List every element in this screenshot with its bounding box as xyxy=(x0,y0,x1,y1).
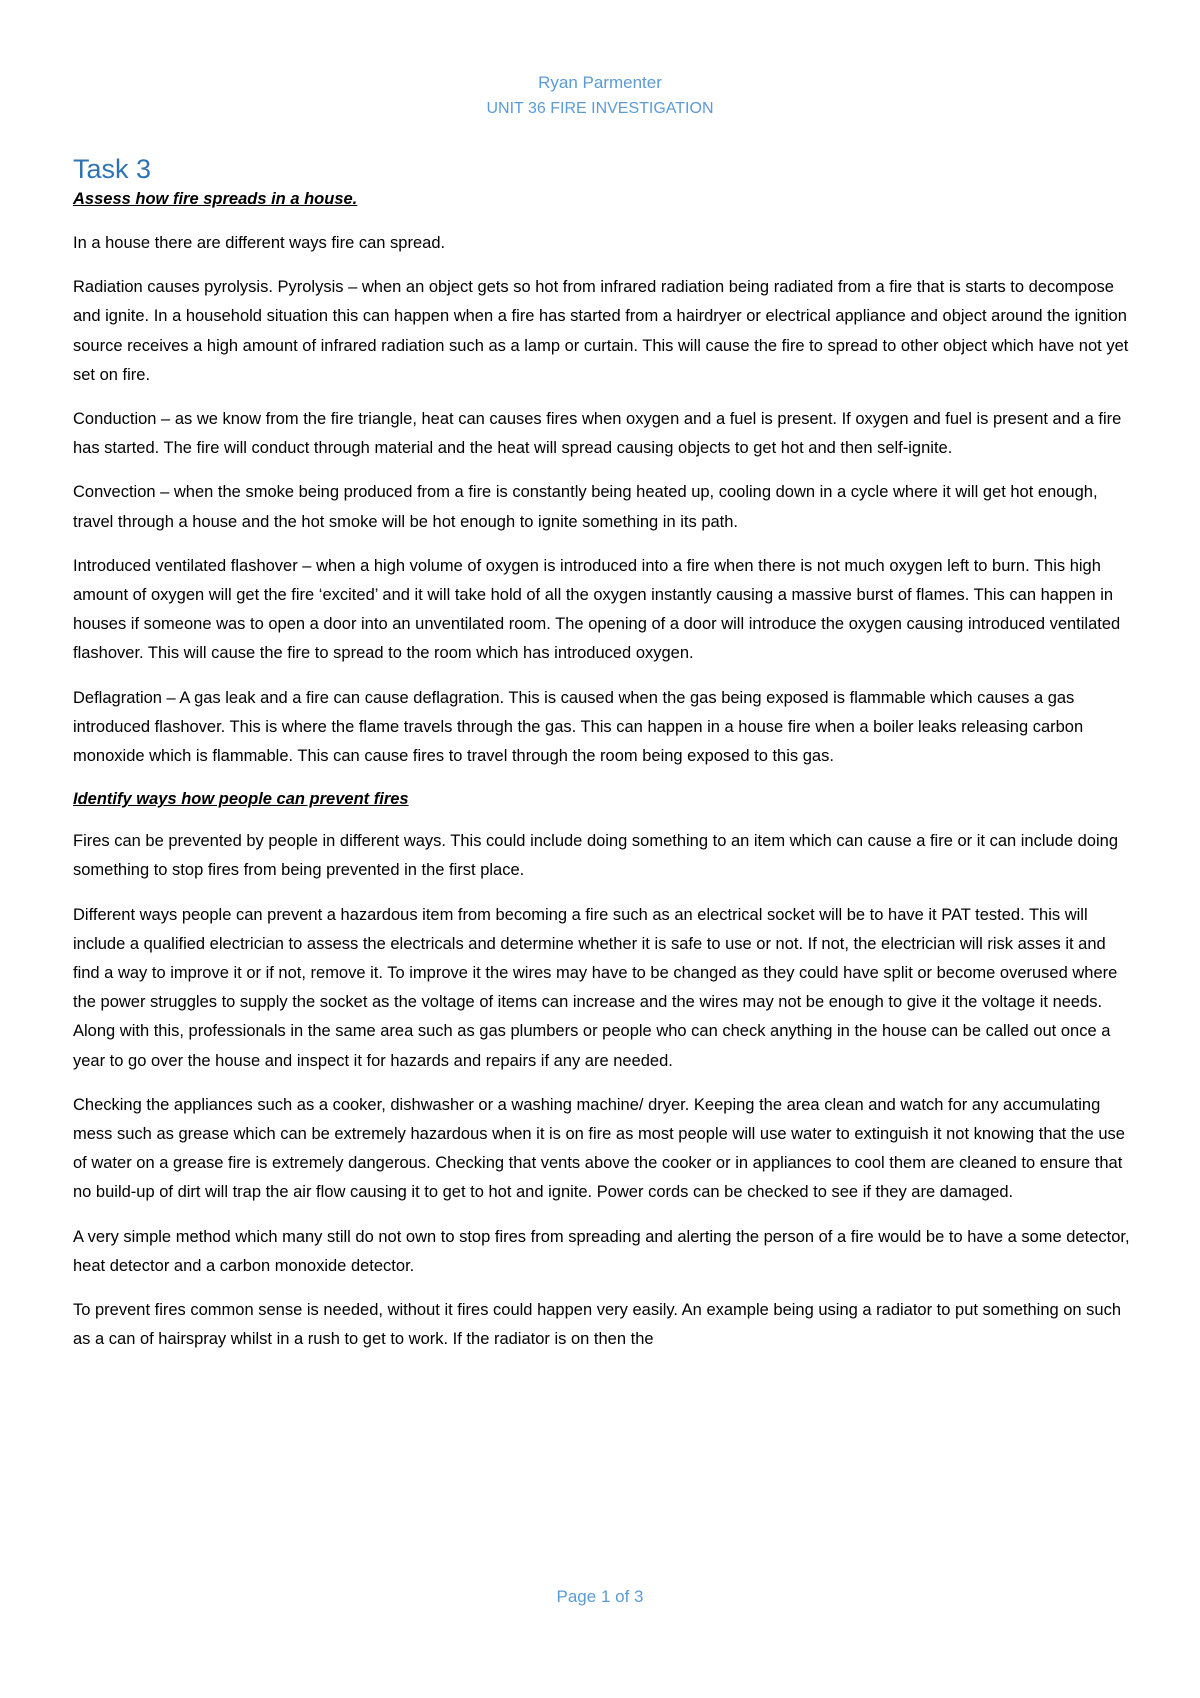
paragraph-appliances: Checking the appliances such as a cooker, dishwasher or a washing machine/ dryer. Keeping the area clean and watch for any accumulating mess such as grease which can be extremely hazardous when it is on fire as most people will use water to extinguish it not knowing that the use of water on a grease fire is extremely dangerous. Checking that vents above the cooker or in appliances to cool them are cleaned to ensure that no build-up of dirt will trap the air flow causing it to get to hot and ignite. Power cords can be checked to see if they are damaged. xyxy=(73,1095,1125,1202)
paragraph-pat-testing: Different ways people can prevent a hazardous item from becoming a fire such as an electrical socket will be to have it PAT tested. This will include a qualified electrician to assess the electricals and determine whether it is safe to use or not. If not, the electrician will risk asses it and find a way to improve it or if not, remove it. To improve it the wires may have to be changed as they could have split or become overused where the power struggles to supply the socket as the voltage of items can increase and the wires may not be enough to give it the voltage it needs. Along with this, professionals in the same area such as gas plumbers or people who can check anything in the house can be called out once a year to go over the house and inspect it for hazards and repairs if any are needed. xyxy=(73,905,1118,1070)
page-number: Page 1 of 3 xyxy=(556,1587,644,1606)
subheading-prevent-fires: Identify ways how people can prevent fires xyxy=(73,790,409,809)
task-title: Task 3 xyxy=(73,154,152,184)
page-footer xyxy=(0,1587,1200,1607)
paragraph-prevention-intro: Fires can be prevented by people in different ways. This could include doing something to an item which can cause a fire or it can include doing something to stop fires from being prevented in the first place. xyxy=(73,832,1119,880)
paragraph-radiation: Radiation causes pyrolysis. Pyrolysis – when an object gets so hot from infrared radiation being radiated from a fire that is starts to decompose and ignite. In a household situation this can happen when a fire has started from a hairdryer or electrical appliance and object around the ignition source receives a high amount of infrared radiation such as a lamp or curtain. This will cause the fire to spread to other object which have not yet set on fire. xyxy=(73,278,1129,384)
paragraph-common-sense: To prevent fires common sense is needed, without it fires could happen very easily. An example being using a radiator to put something on such as a can of hairspray whilst in a rush to get to work. If the radiator is on then the xyxy=(73,1301,1122,1349)
paragraph-detectors: A very simple method which many still do not own to stop fires from spreading and alerting the person of a fire would be to have a some detector, heat detector and a carbon monoxide detector. xyxy=(73,1227,1130,1275)
subheading-fire-spread: Assess how fire spreads in a house. xyxy=(73,190,358,208)
paragraph: In a house there are different ways fire can spread. xyxy=(73,234,446,252)
paragraph-conduction: Conduction – as we know from the fire triangle, heat can causes fires when oxygen and a fuel is present. If oxygen and fuel is present and a fire has started. The fire will conduct through material and the heat will spread causing objects to get hot and then self-ignite. xyxy=(73,410,1122,458)
page-header xyxy=(0,70,1200,122)
document-body xyxy=(73,152,1133,1370)
paragraph-convection: Convection – when the smoke being produced from a fire is constantly being heated up, cooling down in a cycle where it will get hot enough, travel through a house and the hot smoke will be hot enough to ignite something in its path. xyxy=(73,483,1098,531)
header-author: Ryan Parmenter xyxy=(538,73,662,92)
paragraph-flashover: Introduced ventilated flashover – when a high volume of oxygen is introduced into a fire when there is not much oxygen left to burn. This high amount of oxygen will get the fire ‘excited’ and it will take hold of all the oxygen instantly causing a massive burst of flames. This can happen in houses if someone was to open a door into an unventilated room. The opening of a door will introduce the oxygen causing introduced ventilated flashover. This will cause the fire to spread to the room which has introduced oxygen. xyxy=(73,556,1121,663)
paragraph-deflagration: Deflagration – A gas leak and a fire can cause deflagration. This is caused when the gas being exposed is flammable which causes a gas introduced flashover. This is where the flame travels through the gas. This can happen in a house fire when a boiler leaks releasing carbon monoxide which is flammable. This can cause fires to travel through the room being exposed to this gas. xyxy=(73,688,1084,766)
header-unit-title: UNIT 36 FIRE INVESTIGATION xyxy=(486,100,714,117)
